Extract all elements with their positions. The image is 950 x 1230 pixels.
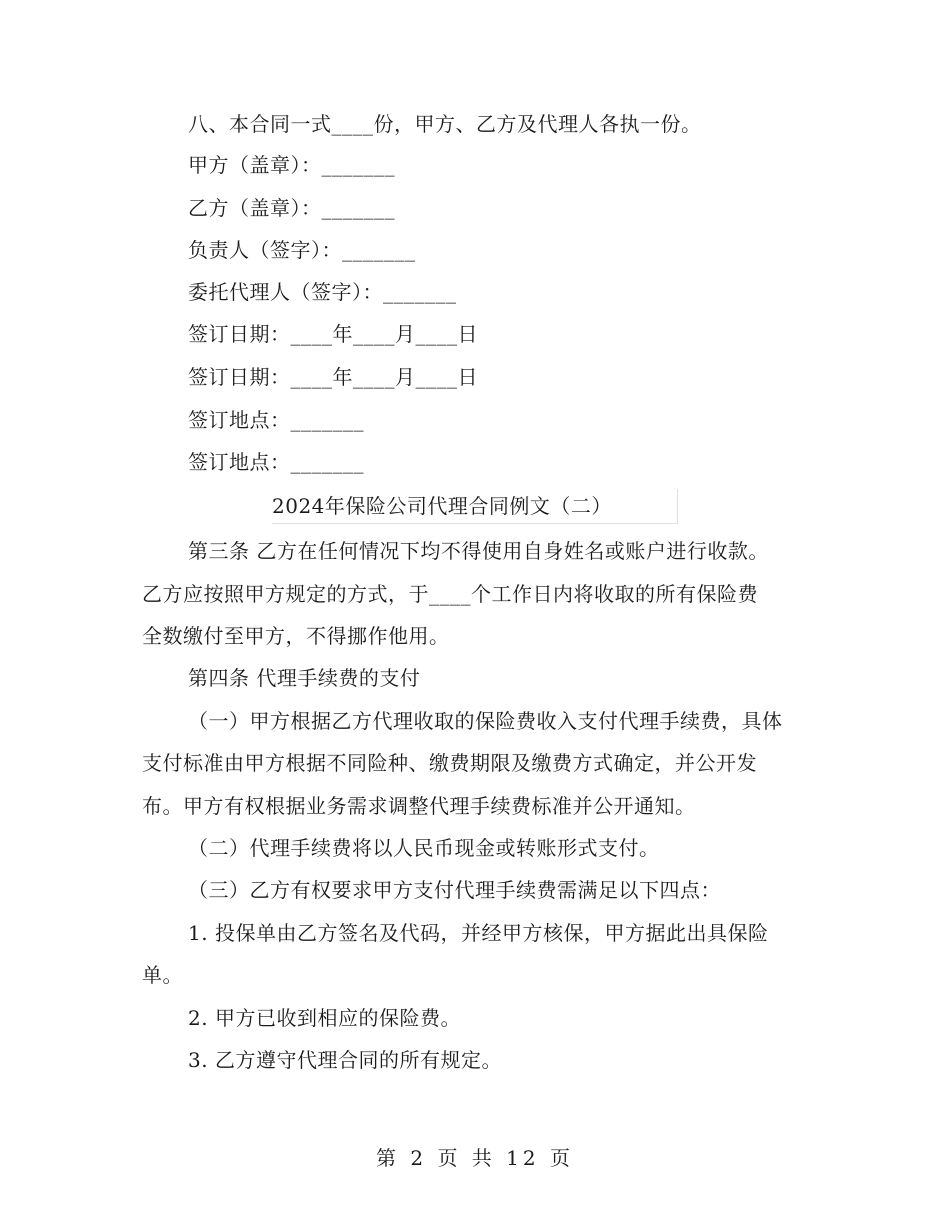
article3-line: 第三条 乙方在任何情况下均不得使用自身姓名或账户进行收款。 — [188, 539, 769, 563]
sign-place-line: 签订地点：_______ — [188, 450, 364, 474]
party-a-seal-line: 甲方（盖章）：_______ — [188, 153, 395, 177]
responsible-person-line: 负责人（签字）：_______ — [188, 238, 416, 262]
item1-line: 单。 — [142, 963, 183, 987]
authorized-agent-line: 委托代理人（签字）：_______ — [188, 280, 457, 304]
sign-place-line: 签订地点：_______ — [188, 408, 364, 432]
copies-clause: 八、本合同一式____份，甲方、乙方及代理人各执一份。 — [188, 112, 702, 136]
sign-date-line: 签订日期：____年____月____日 — [188, 322, 478, 346]
clause1-line: 布。甲方有权根据业务需求调整代理手续费标准并公开通知。 — [142, 794, 696, 818]
party-b-seal-line: 乙方（盖章）：_______ — [188, 196, 395, 220]
clause2-line: （二）代理手续费将以人民币现金或转账形式支付。 — [188, 836, 660, 860]
sign-date-line: 签订日期：____年____月____日 — [188, 365, 478, 389]
clause1-line: （一）甲方根据乙方代理收取的保险费收入支付代理手续费，具体 — [188, 709, 783, 733]
item3-line: 3. 乙方遵守代理合同的所有规定。 — [188, 1048, 502, 1072]
item1-line: 1. 投保单由乙方签名及代码，并经甲方核保，甲方据此出具保险 — [188, 921, 769, 945]
document-title: 2024年保险公司代理合同例文（二） — [272, 489, 678, 524]
article3-line: 乙方应按照甲方规定的方式，于____个工作日内将收取的所有保险费 — [142, 582, 758, 606]
article4-heading: 第四条 代理手续费的支付 — [188, 666, 421, 690]
clause3-line: （三）乙方有权要求甲方支付代理手续费需满足以下四点： — [188, 878, 721, 902]
clause1-line: 支付标准由甲方根据不同险种、缴费期限及缴费方式确定，并公开发 — [142, 751, 757, 775]
page-indicator: 第 2 页 共 12 页 — [376, 1146, 574, 1170]
article3-line: 全数缴付至甲方，不得挪作他用。 — [142, 624, 450, 648]
item2-line: 2. 甲方已收到相应的保险费。 — [188, 1006, 461, 1030]
